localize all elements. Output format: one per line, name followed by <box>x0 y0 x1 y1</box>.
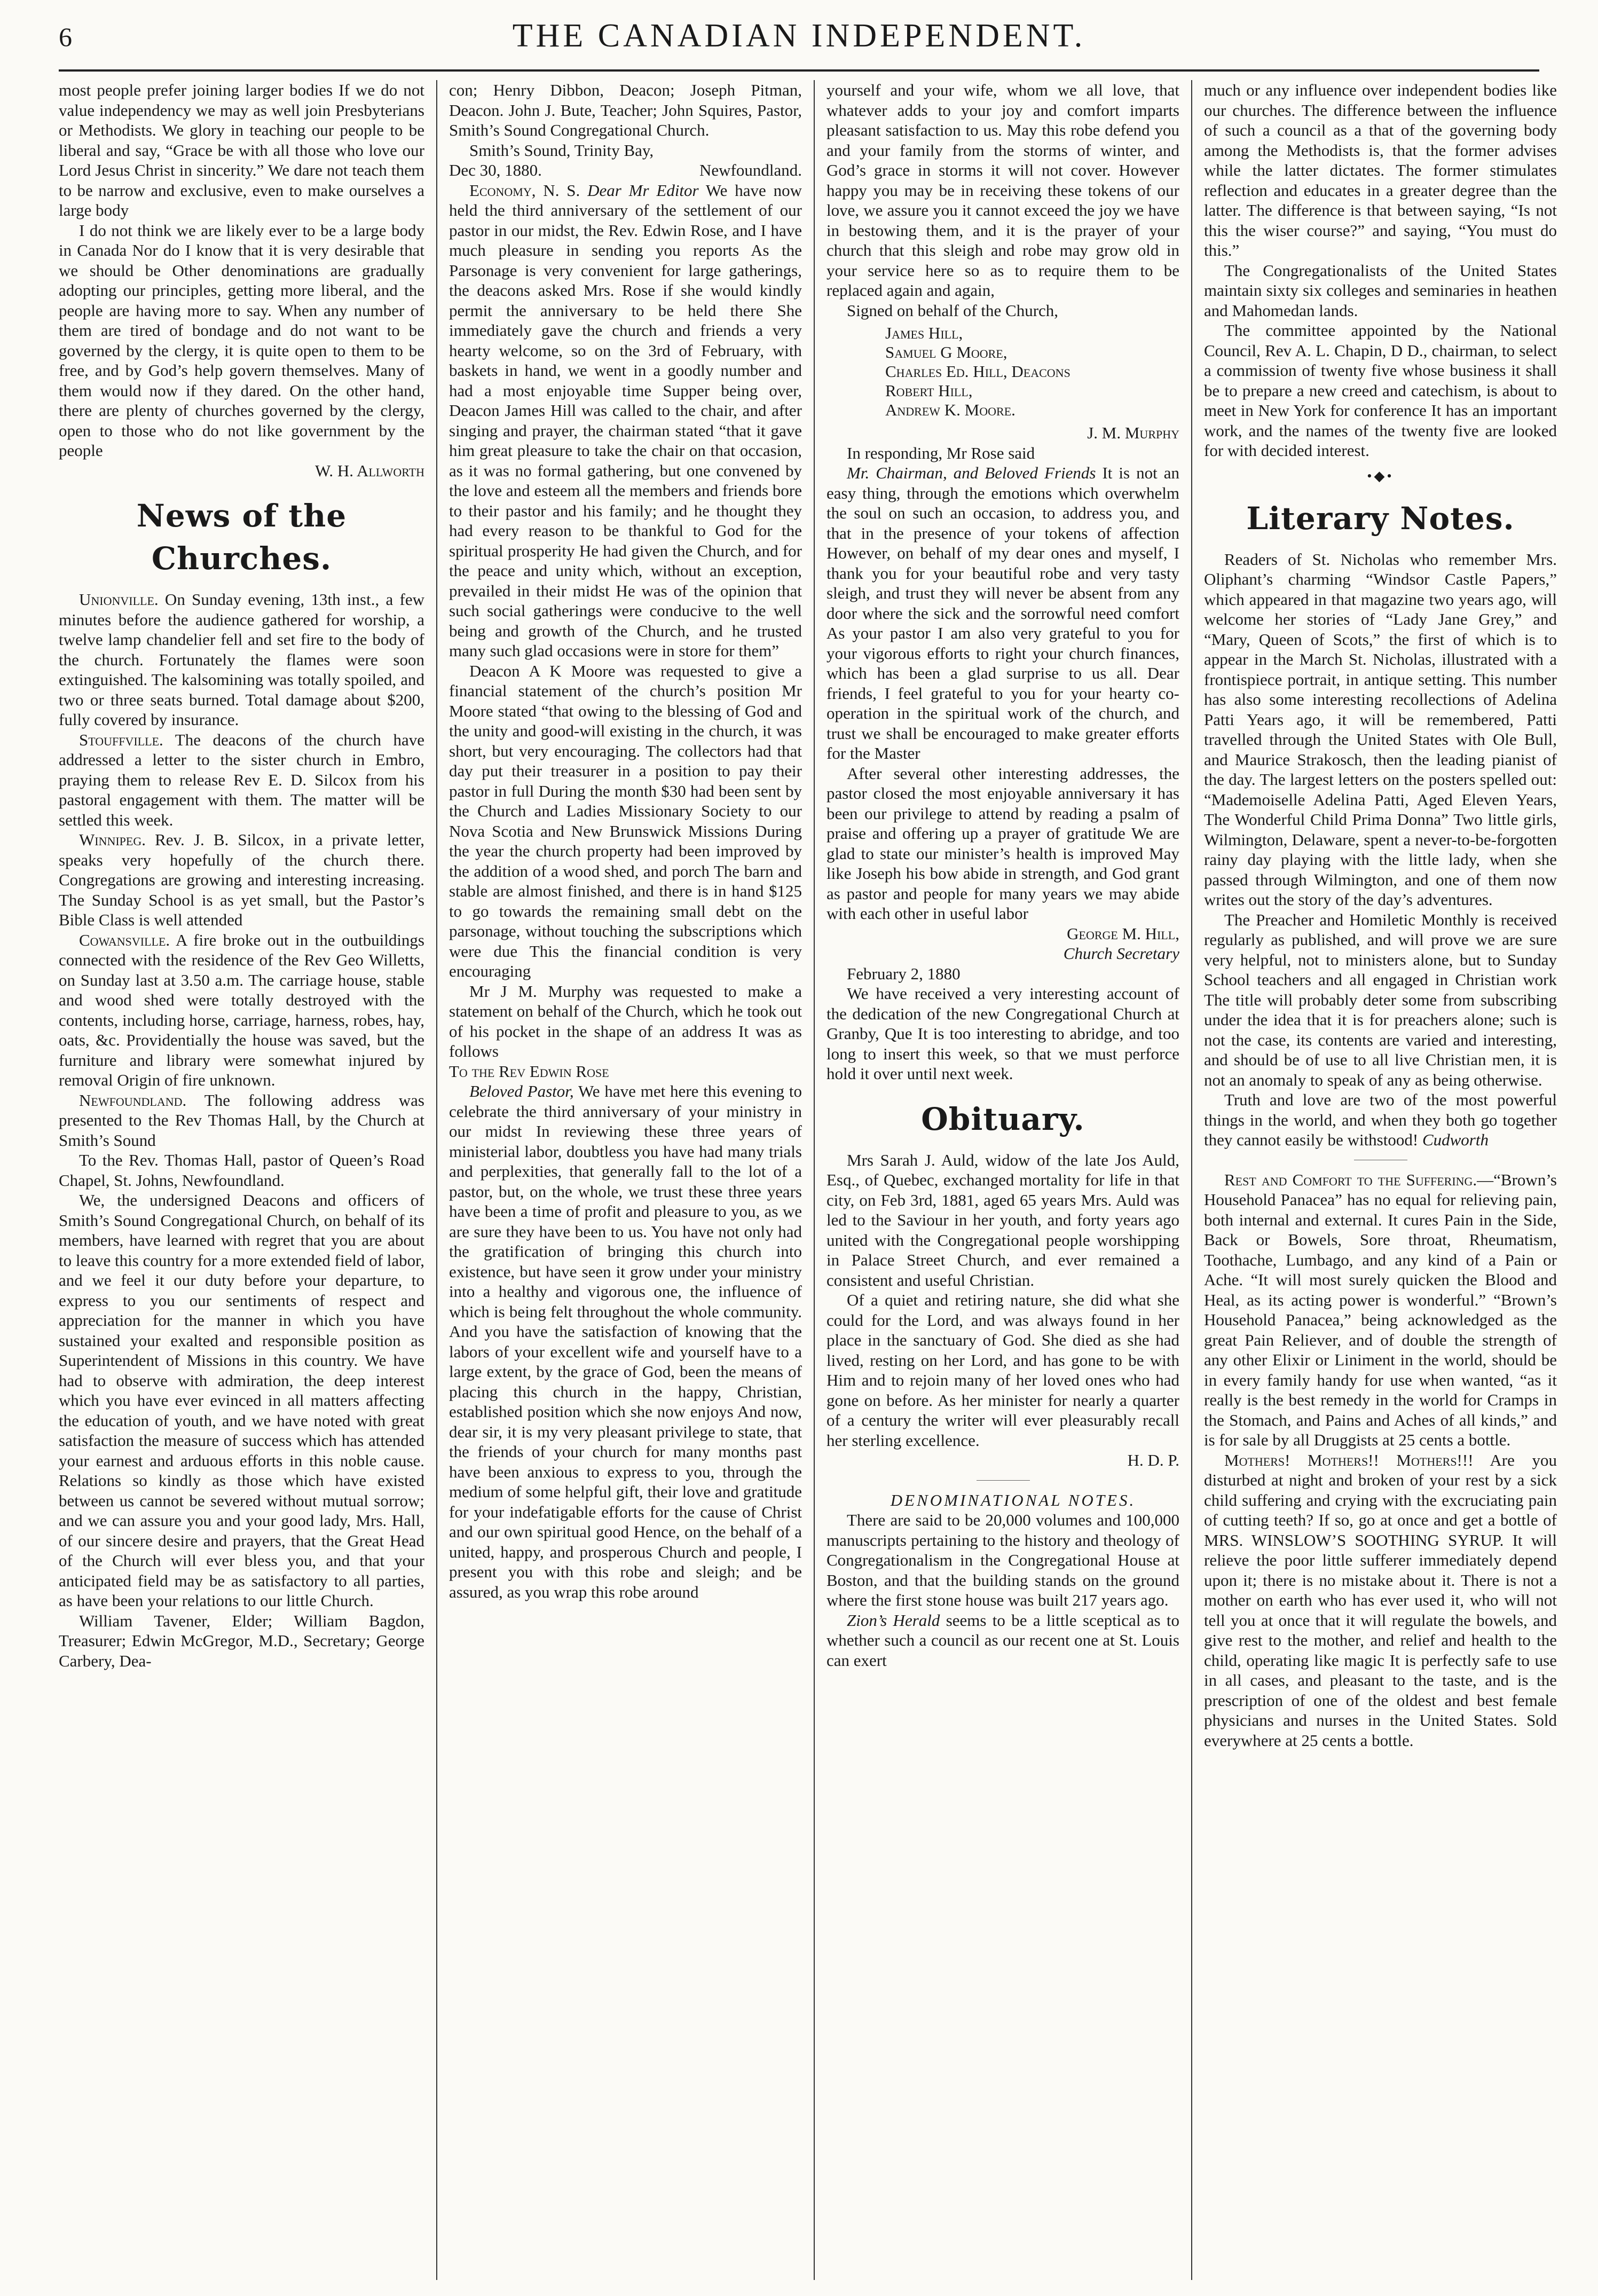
section-heading-obituary: Obituary. <box>921 1100 1085 1137</box>
paragraph: To the Rev. Thomas Hall, pastor of Queen’s Road Chapel, St. Johns, Newfoundland. <box>59 1151 424 1190</box>
signature: W. H. Allworth <box>314 461 424 480</box>
newspaper-title: THE CANADIAN INDEPENDENT. <box>512 18 1086 54</box>
advertisement: Rest and Comfort to the Suffering.—“Brown’s Household Panacea” has no equal for relieving pain, both internal and external. It cures Pain in the Side, Back or Bowels, Sore throat, Rheumatism, Toothache, Lumbago, and any kind of a Pain or Ache. “It will most surely quicken the Blood and Heal, as its acting power is wonderful.” “Brown’s Household Panacea,” being acknowledged as the great Pain Reliever, and of double the strength of any other Elixir or Liniment in the world, should be in every family handy for use when wanted, “as it really is the best remedy in the world for Cramps in the Stomach, and Pains and Aches of all kinds,” and is for sale by all Druggists at 25 cents a bottle. <box>1204 1170 1557 1449</box>
paragraph: There are said to be 20,000 volumes and 100,000 manuscripts pertaining to the history and theology of Congregationalism in the Congregational House at Boston, and that the building stands on the ground where the first stone house was built 217 years ago. <box>826 1511 1179 1609</box>
signer: Samuel G Moore, <box>885 343 1007 361</box>
column-1 <box>59 80 436 2280</box>
paragraph: In responding, Mr Rose said <box>847 443 1035 462</box>
article-columns <box>59 80 1570 2280</box>
news-item: Economy, N. S. Dear Mr Editor We have now held the third anniversary of the settlement of our pastor in our midst, the Rev. Edwin Rose, and I have much pleasure in sending you reports As the Parsonage is very convenient for large gatherings, the deacons asked Mrs. Rose if she would kindly permit the anniversary to be held there She immediately gave the church and friends a very hearty welcome, so on the 3rd of February, with baskets in hand, we went in a goodly number and had a most enjoyable time Supper being over, Deacon James Hill was called to the chair, and after singing and prayer, the chairman stated “that it gave him great pleasure to take the chair on that occasion, as it was no formal gathering, but one convened by the love and esteem all the members and friends bore to their pastor and his family; and he thought they had every reason to be thankful to God for the spiritual prosperity He had given the Church, and for the peace and unity which, without an exception, prevailed in their midst He was of the opinion that such social gatherings were conducive to the well being and growth of the Church, and he trusted many such glad occasions were in store for them” <box>449 180 802 660</box>
paragraph: We, the undersigned Deacons and officers of Smith’s Sound Congregational Church, on behalf of its members, have learned with regret that you are about to leave this country for a more extended field of labor, and we feel it our duty before your departure, to express to you our sentiments of respect and appreciation for the manner in which you have sustained your exalted and responsible position as Superintendent of Missions in this country. We have had to observe with admiration, the deep interest which you have ever evinced in all matters affecting the education of youth, and we have noted with great satisfaction the measure of success which has attended your earnest and arduous efforts in this noble cause. Relations so kindly as those which have existed between us cannot be severed without mutual sorrow; and we can assure you and your good lady, Mrs. Hall, of our sincere desire and prayers, that the Great Head of the Church will ever bless you, and that your anticipated field may be as satisfactory to all parties, as have been your relations to our little Church. <box>59 1191 424 1610</box>
place-line: Smith’s Sound, Trinity Bay, <box>469 140 654 160</box>
paragraph: The Congregationalists of the United States maintain sixty six colleges and seminaries in heathen and Mahomedan lands. <box>1204 261 1557 320</box>
signers-list <box>885 324 1179 420</box>
paragraph: Of a quiet and retiring nature, she did what she could for the Lord, and was always found in her place in the sanctuary of God. She died as she had lived, resting on her Lord, and has gone to be with Him and to rejoin many of her loved ones who had gone on before. As her minister for nearly a quarter of a century the writer will ever pleasurably recall her sterling excellence. <box>826 1291 1179 1450</box>
paragraph: Mrs Sarah J. Auld, widow of the late Jos Auld, Esq., of Quebec, exchanged mortality for life in that city, on Feb 3rd, 1881, aged 65 years Mrs. Auld was led to the Saviour in her youth, and forty years ago united with the Congregational people worshipping in Palace Street Church, and ever remained a consistent and useful Christian. <box>826 1150 1179 1289</box>
section-heading-literary-notes: Literary Notes. <box>1246 500 1515 537</box>
signature: George M. Hill, <box>1067 924 1179 943</box>
news-item: Stouffville. The deacons of the church have addressed a letter to the sister church in Embro, praying them to release Rev E. D. Silcox from his pastoral engagement with them. The matter will be settled this week. <box>59 730 424 829</box>
dateline: Cowansville. <box>79 930 170 949</box>
column-2 <box>436 80 814 2280</box>
signature-title: Church Secretary <box>1063 944 1179 963</box>
dateline: Economy, N. S. <box>469 180 580 200</box>
paragraph: Truth and love are two of the most powerful things in the world, and when they both go together they cannot easily be withstood! Cudworth <box>1204 1090 1557 1149</box>
paragraph: The committee appointed by the National Council, Rev A. L. Chapin, D D., chairman, to select a commission of twenty five whose business it shall be to prepare a new creed and catechism, is about to meet in New York for conference It has an important work, and the names of the twenty five are looked for with decided interest. <box>1204 321 1557 460</box>
paragraph: much or any influence over independent bodies like our churches. The difference between the influence of such a council as a that of the governing body among the Methodists is, that the former advises while the latter dictates. The former stimulates reflection and educates in a greater degree than the latter. The difference is that between saying, “Is not this the wiser course?” and saying, “You must do this.” <box>1204 81 1557 260</box>
date-line: February 2, 1880 <box>847 964 961 983</box>
signer: Robert Hill, <box>885 381 973 400</box>
signer: Charles Ed. Hill, Deacons <box>885 362 1070 381</box>
signature: H. D. P. <box>1127 1451 1179 1469</box>
paragraph: con; Henry Dibbon, Deacon; Joseph Pitman, Deacon. John J. Bute, Teacher; John Squires, Pastor, Smith’s Sound Congregational Church. <box>449 81 802 139</box>
paragraph: Readers of St. Nicholas who remember Mrs. Oliphant’s charming “Windsor Castle Papers,” which appeared in that magazine two years ago, will welcome her stories of “Lady Jane Grey,” and “Mary, Queen of Scots,” the first of which is to appear in the March St. Nicholas, illustrated with a frontispiece portrait, in antique setting. This number has also some interesting recollections of Adelina Patti Years ago, it will be remembered, Patti travelled through the United States with Ole Bull, and Maurice Strakosch, then the leading pianist of the day. The largest letters on the posters spelled out: “Mademoiselle Adelina Patti, Aged Eleven Years, The Wonderful Child Prima Donna” Two little girls, Wilmington, Delaware, spent a never-to-be-forgotten rainy day playing with the little lady, when she passed through Wilmington, and one of them now writes out the story of the day’s adventures. <box>1204 549 1557 909</box>
paragraph: I do not think we are likely ever to be a large body in Canada Nor do I know that it is very desirable that we should be Other denominations are gradually adopting our principles, getting more liberal, and the people are having more to say. When any number of them are tired of bondage and do not want to be governed by the clergy, it is quite open to them to be free, and by God’s help govern themselves. Many of them would now if they dared. On the other hand, there are plenty of churches governed by the clergy, open to those who do not like government by the people <box>59 221 424 460</box>
paragraph: Zion’s Herald seems to be a little sceptical as to whether such a council as our recent one at St. Louis can exert <box>826 1610 1179 1670</box>
divider <box>977 1480 1030 1481</box>
masthead <box>59 5 1539 72</box>
news-item: Newfoundland. The following address was presented to the Rev Thomas Hall, by the Church at Smith’s Sound <box>59 1090 424 1150</box>
advertisement: Mothers! Mothers!! Mothers!!! Are you disturbed at night and broken of your rest by a sick child suffering and crying with the excruciating pain of cutting teeth? If so, go at once and get a bottle of MRS. WINSLOW’S SOOTHING SYRUP. It will relieve the poor little sufferer immediately depend upon it; there is no mistake about it. There is not a mother on earth who has ever used it, who will not tell you at once that it will regulate the bowels, and give rest to the mother, and relief and health to the child, operating like magic It is perfectly safe to use in all cases, and pleasant to the taste, and is the prescription of one of the oldest and best female physicians and nurses in the United States. Sold everywhere at 25 cents a bottle. <box>1204 1450 1557 1750</box>
signature: J. M. Murphy <box>1087 423 1179 442</box>
address-heading: To the Rev Edwin Rose <box>449 1061 609 1081</box>
paragraph: Deacon A K Moore was requested to give a financial statement of the church’s position Mr Moore stated “that owing to the blessing of God and the unity and good-will existing in the church, it was short, but very encouraging. The collectors had that day put their treasurer in a position to pay their pastor in full During the month $30 had been sent by the Church and Ladies Missionary Society to our Nova Scotia and New Brunswick Missions During the year the church property had been improved by the addition of a wood shed, and porch The barn and stable are almost finished, and there is in hand $125 to go towards the remaining small debt on the parsonage, without touching the subscriptions which were due This the financial condition is very encouraging <box>449 661 802 980</box>
paragraph: The Preacher and Homiletic Monthly is received regularly as published, and will prove we are sure very helpful, not to ministers alone, but to Sunday School teachers and all engaged in Christian work The title will probably deter some from subscribing under the idea that it is for preachers alone; such is not the case, its contents are varied and interesting, and should be of use to all live Christian men, it is not an anomaly to speak of any as being otherwise. <box>1204 910 1557 1089</box>
paragraph: Signed on behalf of the Church, <box>847 301 1059 320</box>
page-number: 6 <box>59 22 72 52</box>
signer: Andrew K. Moore. <box>885 400 1016 419</box>
dateline: Unionville. <box>79 590 159 609</box>
column-3 <box>814 80 1191 2280</box>
signer: James Hill, <box>885 324 963 342</box>
dateline: Stouffville. <box>79 730 163 749</box>
subheading-denominational-notes: DENOMINATIONAL NOTES. <box>890 1490 1136 1509</box>
paragraph: After several other interesting addresses, the pastor closed the most enjoyable anniversary it has been our privilege to attend by reading a psalm of praise and offering up a prayer of gratitude We are glad to state our minister’s health is improved May like Joseph his bow abide in strength, and God grant as pastor and people for many years we may abide with each other in useful labor <box>826 764 1179 923</box>
paragraph: William Tavener, Elder; William Bagdon, Treasurer; Edwin McGregor, M.D., Secretary; George Carbery, Dea- <box>59 1611 424 1670</box>
paragraph: Mr J M. Murphy was requested to make a statement on behalf of the Church, which he took out of his pocket in the shape of an address It was as follows <box>449 981 802 1060</box>
date-line: Dec 30, 1880. Newfoundland. <box>449 161 802 179</box>
paragraph: yourself and your wife, whom we all love, that whatever adds to your joy and comfort imparts pleasant satisfaction to us. May this robe defend you and your family from the storms of winter, and God’s grace in storms it will not cover. However happy you may be in receiving these tokens of our love, we assure you it cannot exceed the joy we have in bestowing them, and it is the prayer of your church that this sleigh and robe may grow old in your service here so as to require them to be replaced again and again, <box>826 81 1179 300</box>
news-item: Cowansville. A fire broke out in the outbuildings connected with the residence of the Rev Geo Willetts, on Sunday last at 3.50 a.m. The carriage house, stable and wood shed were totally destroyed with the contents, including horse, carriage, harness, robes, hay, oats, &c. Providentially the house was saved, but the furniture and library were somewhat injured by removal Origin of fire unknown. <box>59 930 424 1089</box>
news-item: Unionville. On Sunday evening, 13th inst., a few minutes before the audience gathered for worship, a twelve lamp chandelier fell and set fire to the body of the church. Fortunately the flames were soon extinguished. The kalsomining was totally spoiled, and two or three seats burned. Total damage about $200, fully covered by insurance. <box>59 590 424 729</box>
paragraph: Mr. Chairman, and Beloved Friends It is not an easy thing, through the emotions which overwhelm the soul on such an occasion, to address you, and that in the presence of your tokens of affection However, on behalf of my dear ones and myself, I thank you for your beautiful robe and very tasty sleigh, and trust they will never be absent from any door where the sick and the sorrowful need comfort As your pastor I am also very grateful to you for your vigorous efforts to right your church finances, which has been a glad surprise to us all. Dear friends, I feel grateful to you for your hearty co-operation in the spiritual work of the church, and trust we shall be encouraged to make greater efforts for the Master <box>826 463 1179 762</box>
paragraph: Beloved Pastor, We have met here this evening to celebrate the third anniversary of your ministry in our midst In reviewing these three years of ministerial labor, doubtless you have had many trials and perplexities, that generally fall to the lot of a pastor, but, on the whole, we trust these three years have been a time of profit and pleasure to you, as we are sure they have been to us. You have not only had the gratification of bringing this church into existence, but have seen it grow under your ministry into a healthy and vigorous one, the influence of which is being felt throughout the whole community. And you have the satisfaction of knowing that the labors of your excellent wife and yourself have to a large extent, by the grace of God, been the means of placing this church in the happy, Christian, established position which she now enjoys And now, dear sir, it is my very pleasant privilege to state, that the friends of your church for many months past have been anxious to express to you, through the medium of some helpful gift, their love and gratitude for your indefatigable efforts for the cause of Christ and our own spiritual good Hence, on the behalf of a united, happy, and prosperous Church and people, I present you with this robe and sleigh; and be assured, as you wrap this robe around <box>449 1082 802 1601</box>
section-heading-news: News of the Churches. <box>136 498 347 577</box>
news-item: Winnipeg. Rev. J. B. Silcox, in a private letter, speaks very hopefully of the church there. Congregations are growing and interesting increasing. The Sunday School is as yet small, but the Pastor’s Bible Class is well attended <box>59 830 424 929</box>
paragraph: most people prefer joining larger bodies If we do not value independency we may as well join Presbyterians or Methodists. We glory in teaching our people to be liberal and say, “Grace be with all those who love our Lord Jesus Christ in sincerity.” We dare not teach them to be narrow and exclusive, even to make ourselves a large body <box>59 81 424 219</box>
dateline: Winnipeg. <box>79 830 146 849</box>
paragraph: We have received a very interesting account of the dedication of the new Congregational Church at Granby, Que It is too interesting to abridge, and too long to insert this week, so that we must perforce hold it over until next week. <box>826 984 1179 1083</box>
column-4 <box>1191 80 1569 2280</box>
ornament-divider-icon: •◆• <box>1367 468 1394 484</box>
dateline: Newfoundland. <box>79 1090 187 1110</box>
